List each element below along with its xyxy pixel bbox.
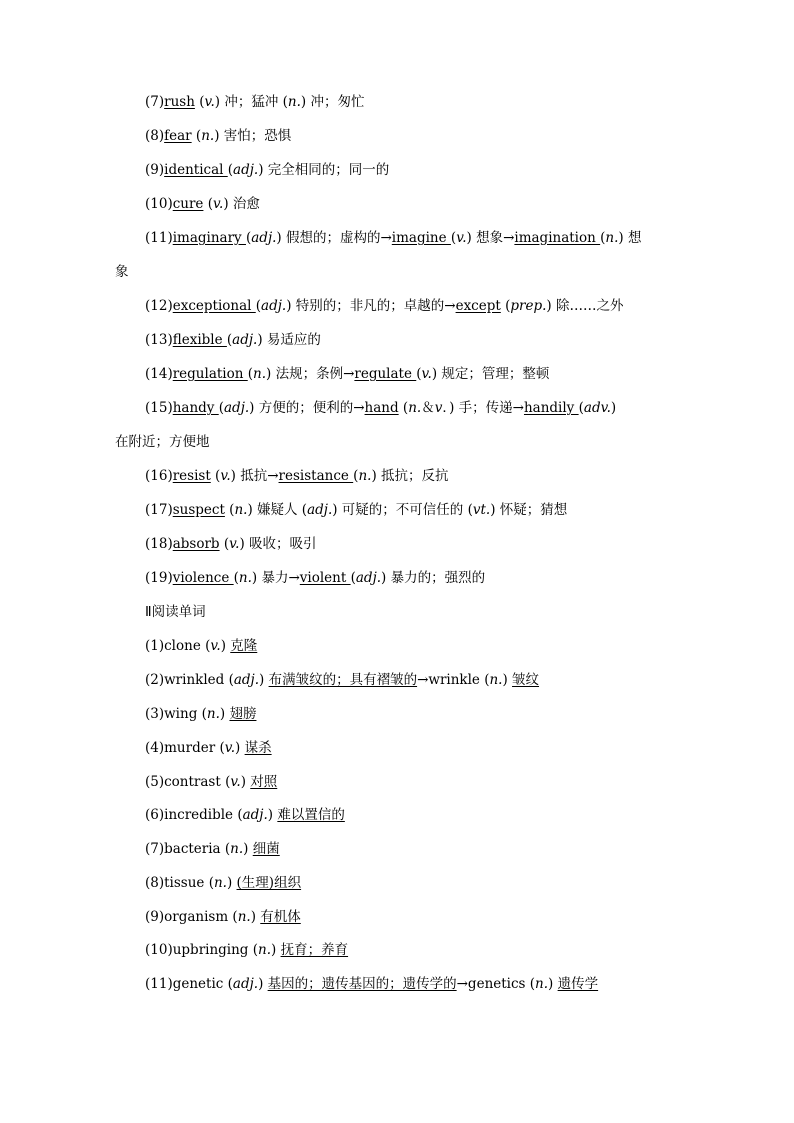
entry-text: ) 吸收；吸引 [239,536,317,552]
entry-text: →genetics ( [456,976,536,992]
entry-text: ) [267,807,278,823]
part-of-speech: adj. [242,807,268,823]
vocab-entry [145,296,684,316]
entry-text: ) 除……之外 [546,298,624,314]
vocab-entry [145,92,684,112]
vocab-entry [145,704,684,724]
part-of-speech: v. [224,740,236,756]
part-of-speech: adj. [261,298,287,314]
part-of-speech: adj. [232,332,258,348]
vocab-entry [145,636,684,656]
vocab-entry [145,670,684,690]
part-of-speech: adj. [232,976,259,992]
entry-text: (8) [145,128,165,144]
part-of-speech: adj. [224,400,250,416]
answer-word: imagine [391,230,451,246]
part-of-speech: n. [238,570,252,586]
entry-text: ) [502,672,513,688]
entry-text: ) [220,638,231,654]
part-of-speech: n. [408,400,422,416]
entry-text: (19) [145,570,173,586]
entry-text: ( [191,128,202,144]
answer-word: imaginary [172,230,246,246]
vocab-entry [145,873,684,893]
entry-text: (7)bacteria ( [145,841,231,857]
part-of-speech: n. [287,94,301,110]
vocab-entry [145,500,684,520]
entry-text: (1)clone ( [145,638,211,654]
entry-text: ) [271,942,281,958]
entry-text: (5)contrast ( [145,774,231,790]
entry-text: ) [243,841,253,857]
entry-text: ) 特别的；非凡的；卓越的→ [286,298,456,314]
entry-text: ( [450,230,457,246]
vocab-entry [145,160,684,180]
entry-text: ) 治愈 [223,196,260,212]
answer-word: regulate [354,366,417,382]
entry-continuation [115,262,684,282]
entry-text: ) [226,875,237,891]
vocab-entry [145,194,684,214]
entry-text: ) 冲；猛冲 ( [214,94,288,110]
answer-word: 谋杀 [244,740,272,756]
part-of-speech: n. [237,909,251,925]
entry-text: ) 抵抗→ [230,468,279,484]
entry-text: (10)upbringing ( [145,942,259,958]
section-heading [145,602,684,622]
entry-text: ) 害怕；恐惧 [214,128,292,144]
part-of-speech: prep. [510,298,547,314]
entry-text: (11)genetic ( [145,976,233,992]
part-of-speech: n. [206,706,220,722]
entry-text: ) 完全相同的；同一的 [258,162,390,178]
answer-word: except [455,298,501,314]
entry-text: ( [247,366,254,382]
entry-text: ( [353,468,359,484]
answer-word: imagination [514,230,601,246]
entry-text: (14) [145,366,173,382]
part-of-speech: n. [213,875,227,891]
entry-text: ) 嫌疑人 ( [247,502,308,518]
part-of-speech: n. [535,976,549,992]
entry-text: (11) [145,230,173,246]
vocab-entry [145,940,684,960]
entry-text: ( [578,400,584,416]
part-of-speech: n. [489,672,503,688]
part-of-speech: adj. [307,502,333,518]
entry-text: (12) [145,298,173,314]
vocab-entry [145,466,684,486]
entry-text: ) [548,976,558,992]
entry-text: ) [259,672,269,688]
part-of-speech: v. [230,774,241,790]
part-of-speech: n. [234,502,248,518]
vocab-entry [145,974,684,994]
entry-text: ( [224,502,235,518]
answer-word: violent [299,570,351,586]
part-of-speech: n. [258,942,272,958]
answer-word: fear [164,128,192,144]
entry-text: (3)wing ( [145,706,207,722]
answer-word: 抚育；养育 [280,942,349,958]
answer-word: exceptional [172,298,256,314]
answer-word: handy [172,400,219,416]
entry-text: ( [218,400,224,416]
vocab-entry [145,330,684,350]
answer-word: resistance [278,468,354,484]
entry-text: ) 抵抗；反抗 [371,468,449,484]
entry-text: (9) [145,162,165,178]
answer-word: 翅膀 [229,706,257,722]
part-of-speech: v [434,400,443,416]
entry-continuation [115,432,684,452]
vocab-entry [145,738,684,758]
part-of-speech: n. [253,366,267,382]
answer-word: absorb [172,536,220,552]
answer-word: flexible [172,332,227,348]
entry-text: ) [610,400,617,416]
part-of-speech: n. [605,230,619,246]
entry-text: (8)tissue ( [145,875,214,891]
entry-text: ) 冲；匆忙 [300,94,365,110]
part-of-speech: adj. [251,230,277,246]
vocab-entry [145,398,684,418]
part-of-speech: v. [421,366,432,382]
entry-text: ( [210,468,221,484]
entry-text: ) 想象→ [466,230,515,246]
answer-word: 布满皱纹的；具有褶皱的 [268,672,418,688]
entry-text: (9)organism ( [145,909,238,925]
part-of-speech: n. [230,841,244,857]
entry-text: ( [416,366,422,382]
answer-word: 对照 [250,774,278,790]
answer-word: suspect [172,502,225,518]
vocab-entry [145,772,684,792]
answer-word: 细菌 [252,841,280,857]
answer-word: 基因的；遗传基因的；遗传学的 [267,976,457,992]
entry-text: ) [235,740,245,756]
entry-text: (18) [145,536,173,552]
entry-text: (16) [145,468,173,484]
entry-text: ) 方便的；便利的→ [249,400,365,416]
entry-text: (15) [145,400,173,416]
entry-text: ) 法规；条例→ [266,366,355,382]
part-of-speech: vt. [472,502,491,518]
entry-text: (17) [145,502,173,518]
answer-word: resist [172,468,211,484]
entry-text: ) 暴力的；强烈的 [381,570,486,586]
vocab-entry [145,568,684,588]
section-number: Ⅱ [145,604,152,620]
entry-text: ( [203,196,213,212]
entry-text: ) 规定；管理；整顿 [431,366,550,382]
answer-word: 皱纹 [512,672,540,688]
vocab-entry [145,839,684,859]
entry-text: ＆ [421,400,435,416]
entry-text: ) 易适应的 [257,332,321,348]
answer-word: violence [172,570,234,586]
answer-word: 有机体 [260,909,301,925]
answer-word: regulation [172,366,248,382]
entry-text: ( [227,162,234,178]
entry-text: ( [194,94,205,110]
part-of-speech: v. [204,94,215,110]
entry-text: ) [258,976,268,992]
part-of-speech: adj. [355,570,382,586]
answer-word: hand [364,400,399,416]
entry-text: ( [600,230,606,246]
vocab-entry [145,228,684,248]
entry-text: ( [350,570,356,586]
part-of-speech: adj. [233,672,260,688]
entry-text: ．) 手；传递→ [442,400,524,416]
entry-text: ( [500,298,511,314]
entry-text: 象 [115,264,129,280]
part-of-speech: v. [210,638,221,654]
entry-text: (10) [145,196,173,212]
entry-text: ) 可疑的；不可信任的 ( [332,502,473,518]
entry-text: →wrinkle ( [417,672,490,688]
entry-text: (13) [145,332,173,348]
entry-text: ) [240,774,251,790]
answer-word: handily [523,400,579,416]
part-of-speech: n. [201,128,215,144]
section-title: 阅读单词 [151,604,206,620]
part-of-speech: adv. [583,400,611,416]
entry-text: ) [219,706,230,722]
entry-text: (4)murder ( [145,740,225,756]
entry-text: (6)incredible ( [145,807,243,823]
answer-word: (生理)组织 [236,875,302,891]
part-of-speech: adj. [233,162,259,178]
part-of-speech: v. [212,196,224,212]
answer-word: cure [172,196,204,212]
entry-text: ( [245,230,252,246]
entry-text: ( [233,570,239,586]
answer-word: rush [164,94,195,110]
vocab-entry [145,534,684,554]
entry-text: ( [255,298,262,314]
answer-word: identical [164,162,228,178]
entry-text: ( [398,400,409,416]
part-of-speech: v. [229,536,240,552]
part-of-speech: v. [220,468,231,484]
answer-word: 难以置信的 [277,807,345,823]
entry-text: ) [250,909,261,925]
answer-word: 遗传学 [557,976,599,992]
part-of-speech: n. [358,468,372,484]
vocab-entry [145,907,684,927]
vocab-entry [145,805,684,825]
entry-text: ) 怀疑；猜想 [490,502,568,518]
part-of-speech: v. [456,230,467,246]
entry-text: ( [226,332,233,348]
entry-text: ( [219,536,230,552]
vocab-entry [145,364,684,384]
entry-text: 在附近；方便地 [115,434,210,450]
entry-text: (2)wrinkled ( [145,672,234,688]
entry-text: ) 假想的；虚构的→ [276,230,392,246]
entry-text: ) 暴力→ [251,570,300,586]
answer-word: 克隆 [230,638,258,654]
vocab-entry [145,126,684,146]
entry-text: (7) [145,94,165,110]
entry-text: ) 想 [618,230,642,246]
